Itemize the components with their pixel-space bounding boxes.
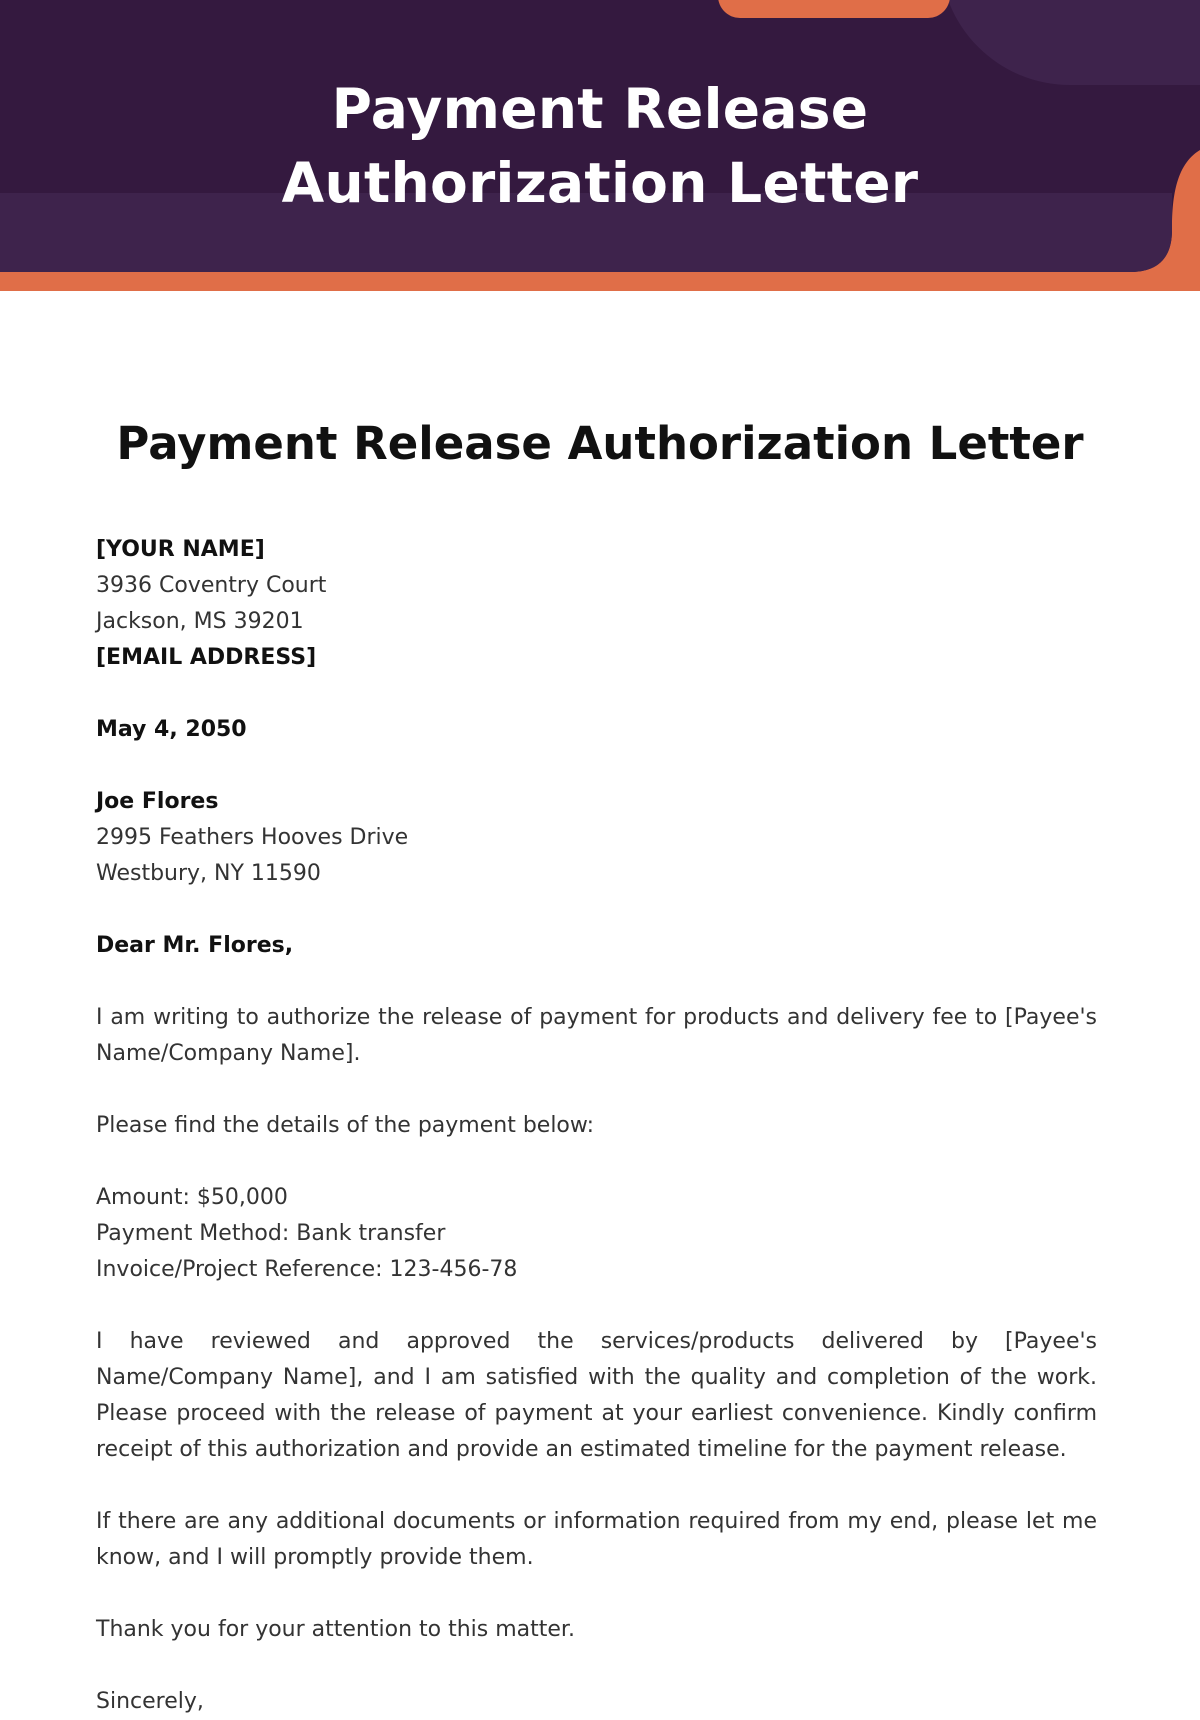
banner-orange-pill [718, 0, 950, 18]
sender-email: [EMAIL ADDRESS] [96, 645, 317, 670]
sender-name: [YOUR NAME] [96, 537, 265, 562]
banner-title [0, 72, 1200, 220]
thanks-line: Thank you for your attention to this matter. [96, 1617, 575, 1642]
document-title: Payment Release Authorization Letter [116, 417, 1084, 470]
sender-address-line1: 3936 Coventry Court [96, 573, 327, 598]
approval-paragraph: I have reviewed and approved the services/products delivered by [Payee's Name/Company Name], and I am satisfied with the quality and completion of the work. Please proceed with the release of payment at your earliest convenience. Kindly confirm receipt of this authorization and provide an estimated timeline for the payment release. [96, 1329, 1097, 1462]
header-banner [0, 0, 1200, 291]
closing-line: Sincerely, [96, 1689, 204, 1714]
recipient-address-line1: 2995 Feathers Hooves Drive [96, 825, 409, 850]
intro-paragraph: I am writing to authorize the release of payment for products and delivery fee to [Payee's Name/Company Name]. [96, 1005, 1097, 1066]
additional-paragraph: If there are any additional documents or information required from my end, please let me know, and I will promptly provide them. [96, 1509, 1097, 1570]
detail-amount: Amount: $50,000 [96, 1185, 288, 1210]
recipient-name: Joe Flores [96, 789, 219, 814]
salutation: Dear Mr. Flores, [96, 933, 294, 958]
recipient-address-line2: Westbury, NY 11590 [96, 861, 321, 886]
letter-date: May 4, 2050 [96, 717, 247, 742]
letter-body [96, 532, 1097, 1720]
banner-title-line1: Payment Release [331, 77, 869, 141]
detail-reference: Invoice/Project Reference: 123-456-78 [96, 1257, 518, 1282]
sender-address-line2: Jackson, MS 39201 [96, 609, 304, 634]
detail-payment-method: Payment Method: Bank transfer [96, 1221, 446, 1246]
banner-title-line2: Authorization Letter [281, 151, 919, 215]
details-intro: Please find the details of the payment below: [96, 1113, 595, 1138]
